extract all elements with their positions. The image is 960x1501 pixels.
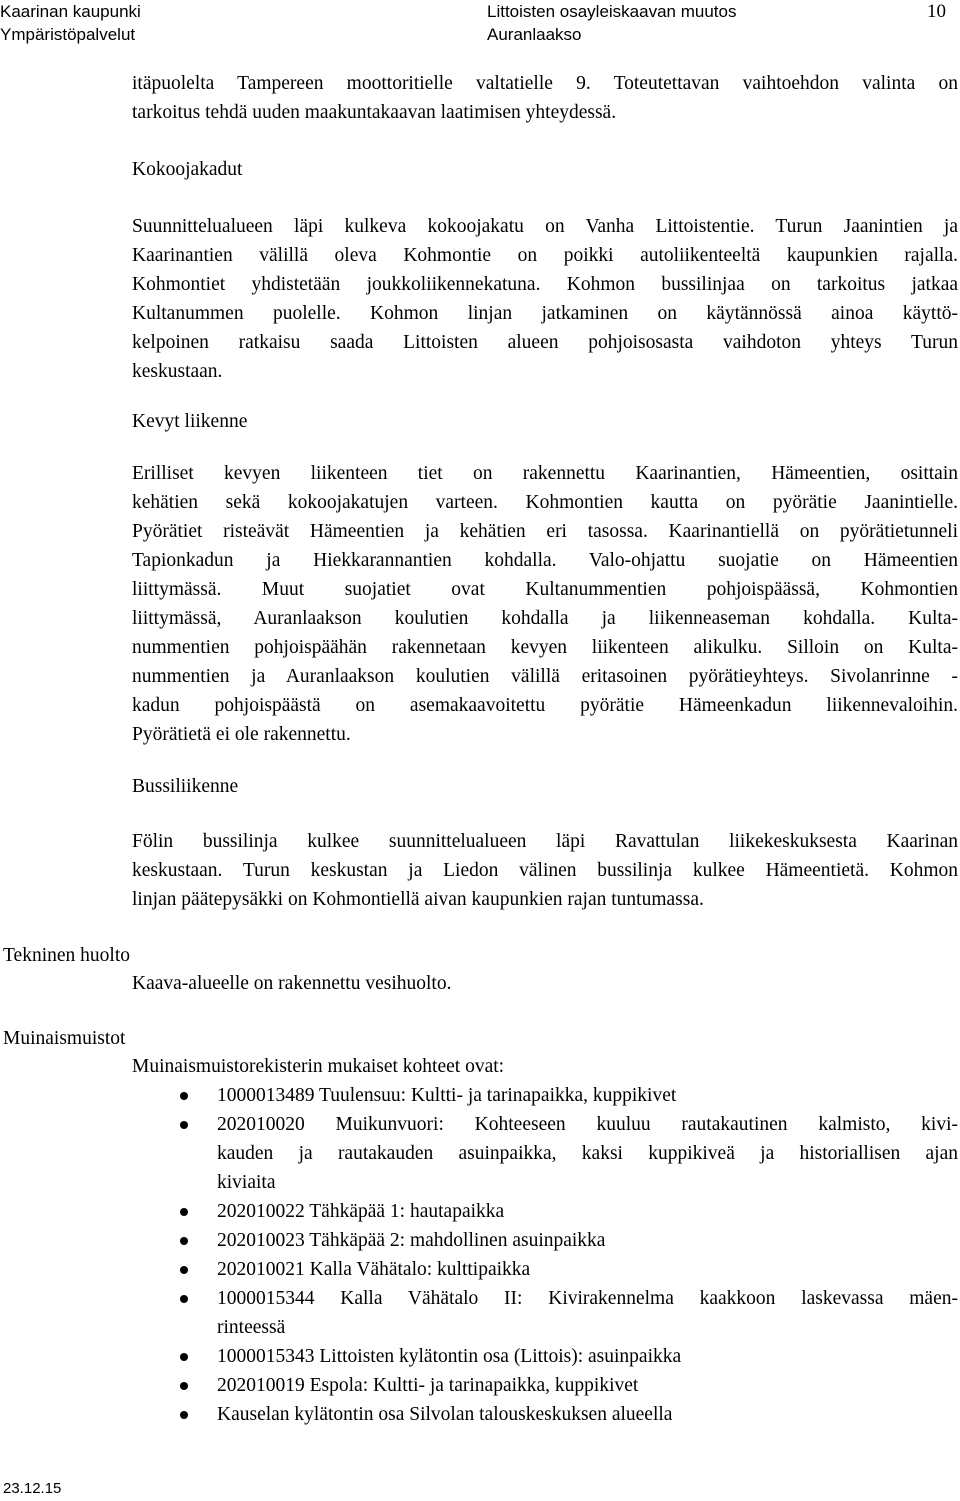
header-document-title: Littoisten osayleiskaavan muutos [487, 2, 737, 21]
kevyt-liikenne-paragraph [132, 459, 958, 749]
list-item [180, 1400, 958, 1429]
list-item [180, 1226, 958, 1255]
paragraph-line: kehätien sekä kokoojakatujen varteen. Kohmontien kautta on pyörätie Jaanintielle. [132, 492, 958, 513]
paragraph-line: linjan päätepysäkki on Kohmontiellä aivan kaupunkien rajan tuntumassa. [132, 889, 704, 910]
header-municipality: Kaarinan kaupunki [0, 2, 141, 21]
list-item [180, 1342, 958, 1371]
list-item [180, 1081, 958, 1110]
list-item-line: 202010022 Tähkäpää 1: hautapaikka [217, 1201, 505, 1222]
paragraph-line: nummentien pohjoispäähän rakennetaan kevyen liikenteen alikulku. Silloin on Kulta- [132, 637, 958, 658]
list-item-line: 1000015343 Littoisten kylätontin osa (Littois): asuinpaikka [217, 1346, 682, 1367]
bullet-icon [180, 1092, 188, 1100]
list-item-line: kauden ja rautakauden asuinpaikka, kaksi kuppikiveä ja historiallisen ajan [217, 1143, 958, 1164]
bullet-icon [180, 1295, 188, 1303]
bullet-icon [180, 1411, 188, 1419]
paragraph-line: itäpuolelta Tampereen moottoritielle valtatielle 9. Toteutettavan vaihtoehdon valinta on [132, 73, 958, 94]
list-item-line: 202010021 Kalla Vähätalo: kulttipaikka [217, 1259, 531, 1280]
paragraph-line: Kohmontiet yhdistetään joukkoliikennekatuna. Kohmon bussilinjaa on tarkoitus jatkaa [132, 274, 958, 295]
kokoojakadut-paragraph [132, 212, 958, 386]
list-item-line: Kauselan kylätontin osa Silvolan talouskeskuksen alueella [217, 1404, 673, 1425]
bussiliikenne-paragraph [132, 827, 958, 914]
paragraph-line: tarkoitus tehdä uuden maakuntakaavan laatimisen yhteydessä. [132, 102, 617, 123]
paragraph-line: Erilliset kevyen liikenteen tiet on rakennettu Kaarinantien, Hämeentien, osittain [132, 463, 958, 484]
bullet-icon [180, 1121, 188, 1129]
paragraph-line: Fölin bussilinja kulkee suunnittelualueen läpi Ravattulan liikekeskuksesta Kaarinan [132, 831, 958, 852]
footer-date: 23.12.15 [3, 1480, 62, 1497]
paragraph-line: kelpoinen ratkaisu saada Littoisten alueen pohjoisosasta vaihdoton yhteys Turun [132, 332, 958, 353]
header-middle [487, 0, 736, 46]
list-item-line: 1000015344 Kalla Vähätalo II: Kivirakennelma kaakkoon laskevassa mäen- [217, 1288, 958, 1309]
side-heading-muinaismuistot: Muinaismuistot [3, 1028, 126, 1049]
list-item-line: 202010020 Muikunvuori: Kohteeseen kuuluu rautakautinen kalmisto, kivi- [217, 1114, 958, 1135]
header-left [0, 0, 141, 46]
list-item [180, 1197, 958, 1226]
list-item-line: 1000013489 Tuulensuu: Kultti- ja tarinapaikka, kuppikivet [217, 1085, 677, 1106]
paragraph-line: Kaarinantien välillä oleva Kohmontie on poikki autoliikenteeltä kaupunkien rajalla. [132, 245, 958, 266]
list-item-line: rinteessä [217, 1317, 286, 1338]
paragraph-line: Kultanummen puolelle. Kohmon linjan jatkaminen on käytännössä ainoa käyttö- [132, 303, 958, 324]
list-item-line: kiviaita [217, 1172, 276, 1193]
paragraph-line: kadun pohjoispäästä on asemakaavoitettu pyörätie Hämeenkadun liikennevaloihin. [132, 695, 958, 716]
section-heading-kevyt-liikenne: Kevyt liikenne [132, 411, 248, 432]
paragraph-line: liittymässä, Auranlaakson koulutien kohdalla ja liikenneaseman kohdalla. Kulta- [132, 608, 958, 629]
list-item [180, 1110, 958, 1197]
paragraph-line: nummentien ja Auranlaakson koulutien välillä eritasoinen pyörätieyhteys. Sivolanrinne - [132, 666, 958, 687]
list-item [180, 1284, 958, 1342]
list-item-line: 202010023 Tähkäpää 2: mahdollinen asuinpaikka [217, 1230, 606, 1251]
paragraph-line: keskustaan. [132, 361, 223, 382]
header-area-name: Auranlaakso [487, 25, 582, 44]
list-item-line: 202010019 Espola: Kultti- ja tarinapaikka, kuppikivet [217, 1375, 639, 1396]
page-number: 10 [927, 1, 946, 22]
muinaismuistot-intro: Muinaismuistorekisterin mukaiset kohteet ovat: [132, 1056, 505, 1077]
bullet-icon [180, 1382, 188, 1390]
paragraph-line: Suunnittelualueen läpi kulkeva kokoojakatu on Vanha Littoistentie. Turun Jaanintien ja [132, 216, 958, 237]
section-heading-kokoojakadut: Kokoojakadut [132, 159, 243, 180]
list-item [180, 1371, 958, 1400]
paragraph-line: liittymässä. Muut suojatiet ovat Kultanummentien pohjoispäässä, Kohmontien [132, 579, 958, 600]
paragraph-line: Pyörätiet risteävät Hämeentien ja kehätien eri tasossa. Kaarinantiellä on pyörätietunneli [132, 521, 958, 542]
heritage-site-list [180, 1081, 958, 1429]
paragraph-line: Pyörätietä ei ole rakennettu. [132, 724, 351, 745]
paragraph-line: keskustaan. Turun keskustan ja Liedon välinen bussilinja kulkee Hämeentietä. Kohmon [132, 860, 958, 881]
paragraph-line: Tapionkadun ja Hiekkarannantien kohdalla. Valo-ohjattu suojatie on Hämeentien [132, 550, 958, 571]
bullet-icon [180, 1208, 188, 1216]
bullet-icon [180, 1353, 188, 1361]
intro-paragraph [132, 69, 958, 127]
header-department: Ympäristöpalvelut [0, 25, 136, 44]
list-item [180, 1255, 958, 1284]
bullet-icon [180, 1266, 188, 1274]
section-heading-bussiliikenne: Bussiliikenne [132, 776, 239, 797]
bullet-icon [180, 1237, 188, 1245]
tekninen-huolto-text: Kaava-alueelle on rakennettu vesihuolto. [132, 973, 452, 994]
side-heading-tekninen-huolto: Tekninen huolto [3, 945, 130, 966]
